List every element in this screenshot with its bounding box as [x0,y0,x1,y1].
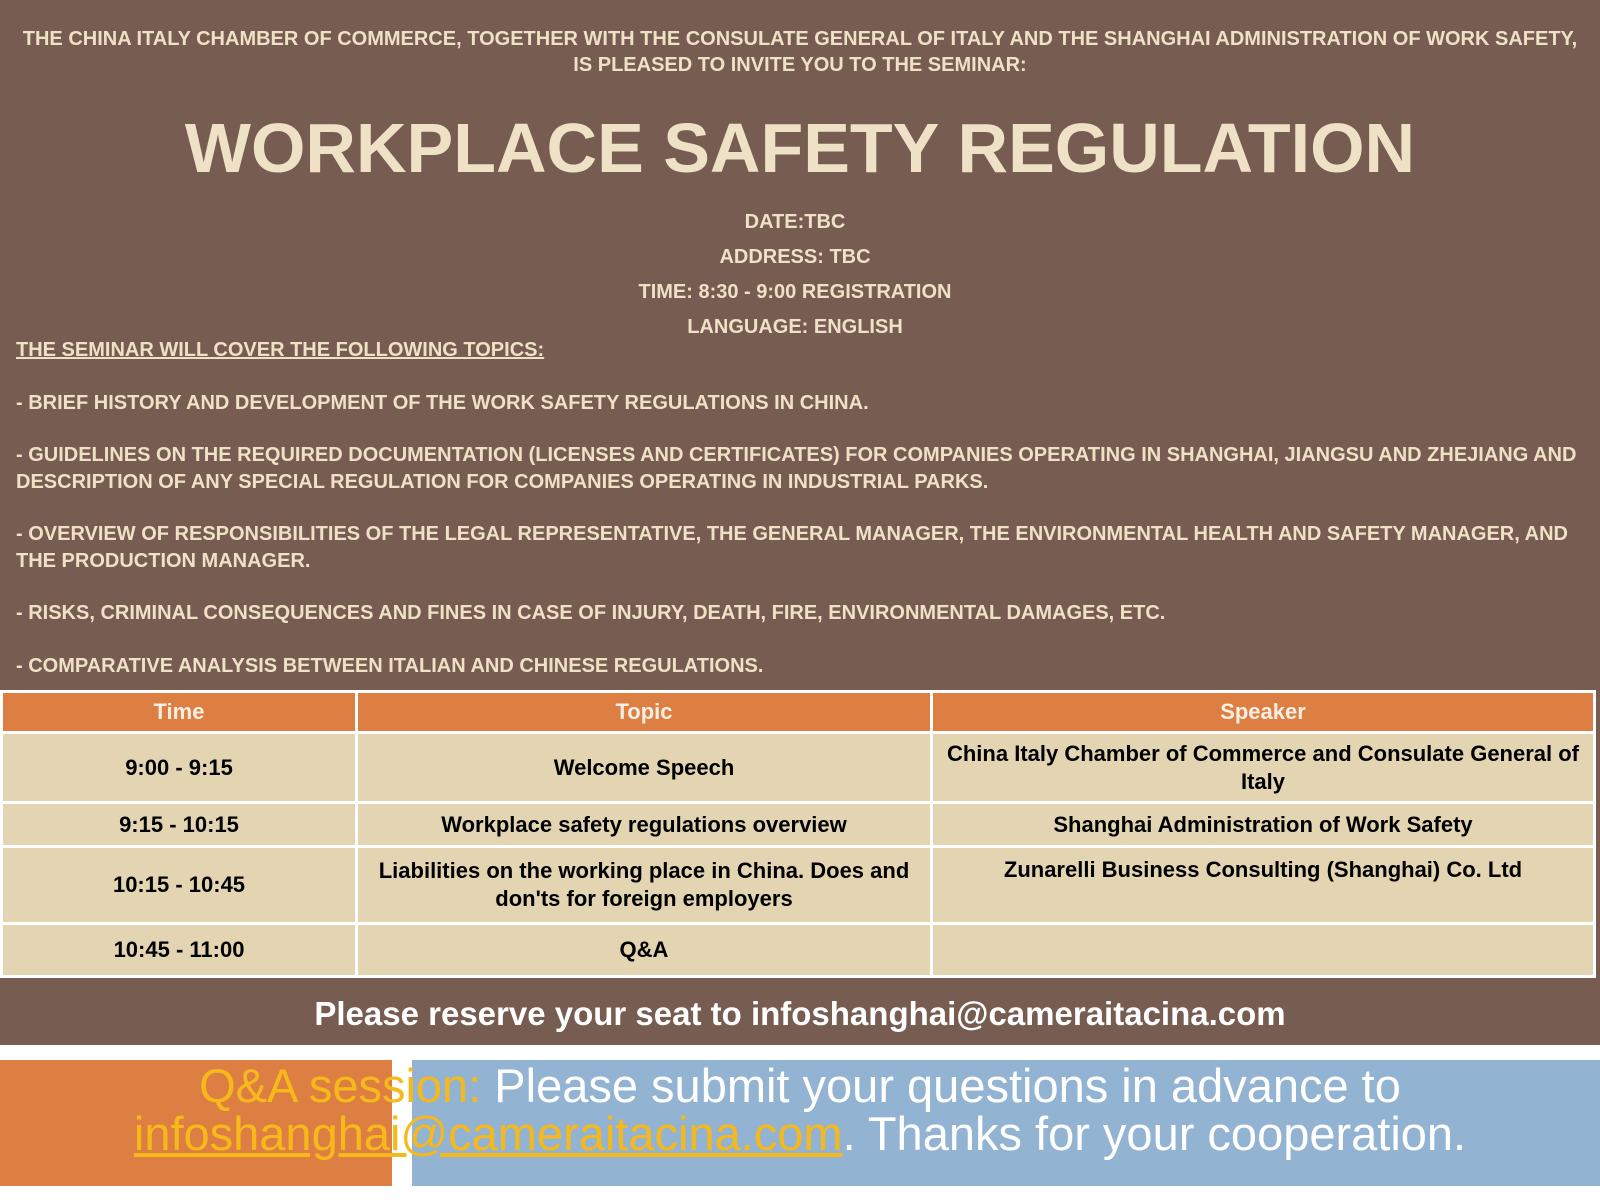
topic-item: - RISKS, CRIMINAL CONSEQUENCES AND FINES IN CASE OF INJURY, DEATH, FIRE, ENVIRONMENTAL DAMAGES, ETC. [16,602,1166,624]
row-time: 10:15 - 10:45 [3,848,355,922]
column-header-time: Time [3,693,355,731]
qa-session-notice [0,1059,1600,1160]
qa-closing: . Thanks for your cooperation. [842,1107,1467,1160]
invitation-intro: THE CHINA ITALY CHAMBER OF COMMERCE, TOGETHER WITH THE CONSULATE GENERAL OF ITALY AND THE SHANGHAI ADMINISTRATION OF WORK SAFETY, IS PLEASED TO INVITE YOU TO THE SEMINAR: [22,28,1578,76]
topics-heading: THE SEMINAR WILL COVER THE FOLLOWING TOPICS: [16,339,545,361]
qa-label: Q&A session: [199,1059,482,1112]
table-row [3,734,1593,801]
row-speaker [933,925,1593,975]
row-topic: Liabilities on the working place in China. Does and don'ts for foreign employers [358,848,930,922]
row-time: 9:15 - 10:15 [3,804,355,845]
event-time: TIME: 8:30 - 9:00 REGISTRATION [638,281,952,303]
row-speaker: China Italy Chamber of Commerce and Consulate General of Italy [933,734,1593,801]
table-row [3,848,1593,922]
schedule-table [0,690,1596,978]
reservation-notice: Please reserve your seat to infoshanghai@cameraitacina.com [314,995,1286,1032]
topic-item: - GUIDELINES ON THE REQUIRED DOCUMENTATION (LICENSES AND CERTIFICATES) FOR COMPANIES OPERATING IN SHANGHAI, JIANGSU AND ZHEJIANG AND DESCRIPTION OF ANY SPECIAL REGULATION FOR COMPANIES OPERATING IN INDUSTRIAL PARKS. [16,444,1577,493]
qa-email-link[interactable]: infoshanghai@cameraitacina.com [133,1107,843,1160]
page-title: WORKPLACE SAFETY REGULATION [184,109,1416,187]
schedule-header-row [3,693,1593,731]
row-speaker: Zunarelli Business Consulting (Shanghai) Co. Ltd [933,848,1593,922]
row-topic: Welcome Speech [358,734,930,801]
event-date: DATE:TBC [744,211,846,233]
row-topic: Workplace safety regulations overview [358,804,930,845]
topic-item: - COMPARATIVE ANALYSIS BETWEEN ITALIAN AND CHINESE REGULATIONS. [16,655,764,677]
row-time: 9:00 - 9:15 [3,734,355,801]
topic-item: - BRIEF HISTORY AND DEVELOPMENT OF THE WORK SAFETY REGULATIONS IN CHINA. [16,392,869,414]
row-time: 10:45 - 11:00 [3,925,355,975]
column-header-speaker: Speaker [933,693,1593,731]
row-speaker: Shanghai Administration of Work Safety [933,804,1593,845]
event-language: LANGUAGE: ENGLISH [687,316,903,338]
row-topic: Q&A [358,925,930,975]
topic-item: - OVERVIEW OF RESPONSIBILITIES OF THE LEGAL REPRESENTATIVE, THE GENERAL MANAGER, THE ENVIRONMENTAL HEALTH AND SAFETY MANAGER, AND THE PRODUCTION MANAGER. [16,523,1568,572]
event-address: ADDRESS: TBC [719,246,871,268]
table-row [3,804,1593,845]
column-header-topic: Topic [358,693,930,731]
qa-instructions: Please submit your questions in advance to [481,1059,1401,1112]
table-row [3,925,1593,975]
